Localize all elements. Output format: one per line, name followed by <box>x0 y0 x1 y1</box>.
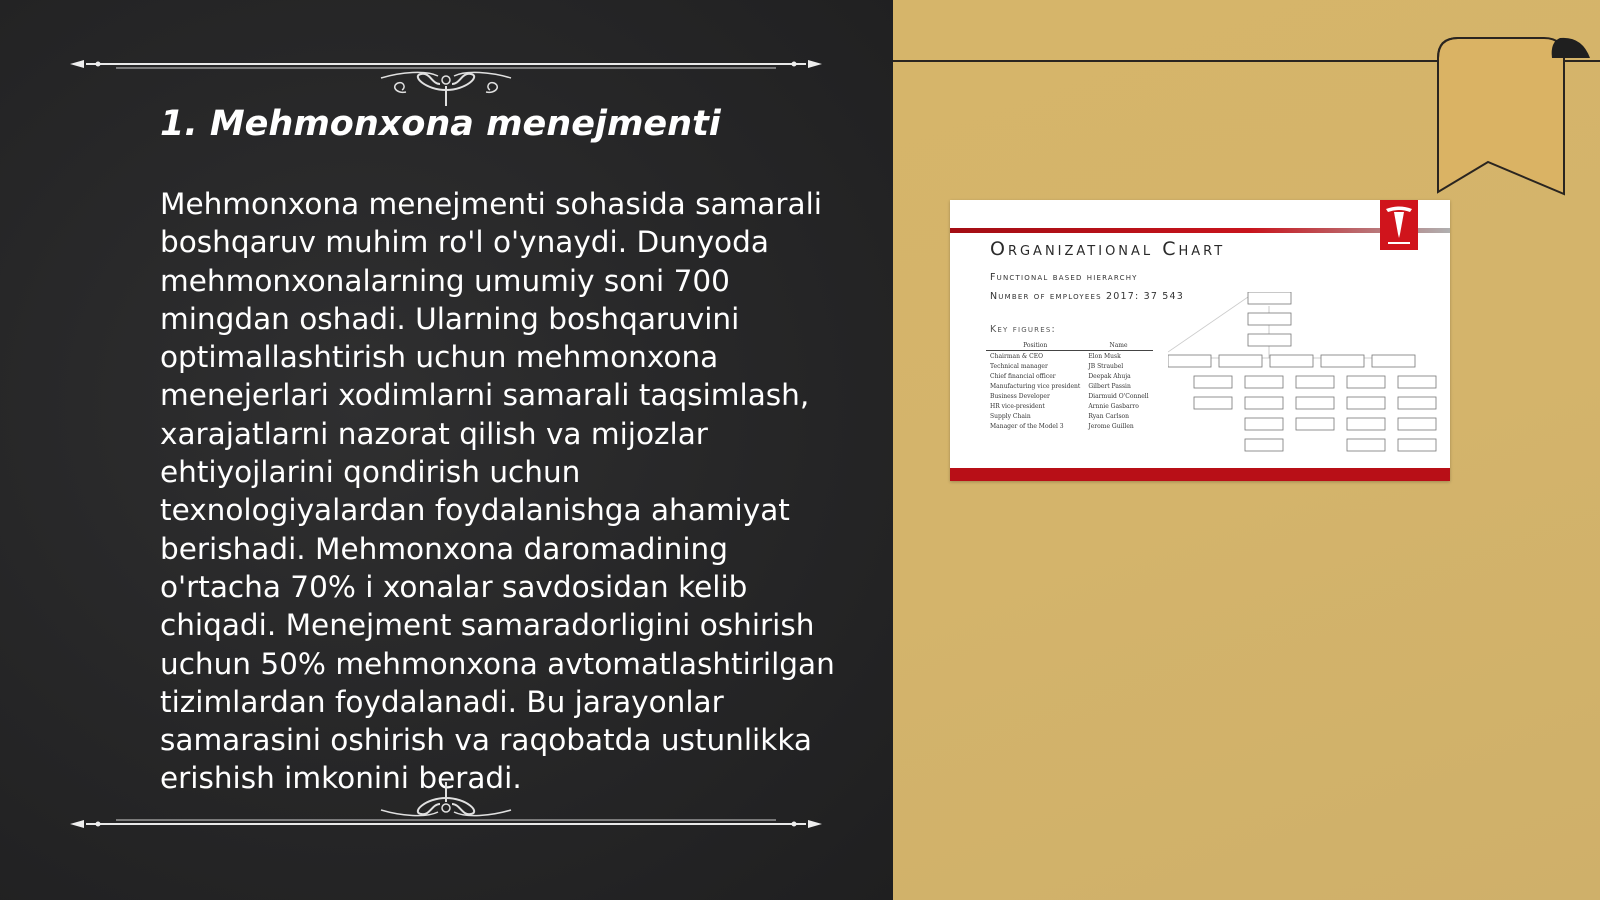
table-row <box>986 381 1153 391</box>
name-cell: Ryan Carlson <box>1088 412 1130 420</box>
position-cell: Manager of the Model 3 <box>990 422 1064 430</box>
table-row <box>986 351 1153 362</box>
name-cell: JB Straubel <box>1088 362 1124 370</box>
position-cell: Business Developer <box>990 392 1050 400</box>
org-chart-key-figures: Key figures: <box>990 324 1056 335</box>
org-chart-image <box>950 200 1450 481</box>
org-chart-employees: Number of employees 2017: 37 543 <box>990 291 1185 302</box>
org-chart-subtitle: Functional based hierarchy <box>990 272 1138 283</box>
name-cell: Diarmuid O'Connell <box>1088 392 1149 400</box>
position-cell: HR vice-president <box>990 402 1045 410</box>
table-row <box>986 391 1153 401</box>
table-header-row <box>986 342 1153 351</box>
hierarchy-tree-diagram <box>1168 292 1448 467</box>
chart-header-stripe <box>950 228 1450 233</box>
table-row <box>986 371 1153 381</box>
slide-title: 1. Mehmonxona menejmenti <box>160 104 721 144</box>
position-cell: Supply Chain <box>990 412 1031 420</box>
position-cell: Chairman & CEO <box>990 352 1043 360</box>
table-row <box>986 421 1153 431</box>
name-cell: Gilbert Passin <box>1088 382 1131 390</box>
table-row <box>986 361 1153 371</box>
key-figures-table <box>986 342 1153 431</box>
table-header-name: Name <box>1084 342 1152 351</box>
top-ornament <box>66 50 826 110</box>
name-cell: Jerome Guillen <box>1088 422 1134 430</box>
position-cell: Chief financial officer <box>990 372 1056 380</box>
tesla-logo-icon <box>1380 200 1418 250</box>
position-cell: Manufacturing vice president <box>990 382 1081 390</box>
name-cell: Elon Musk <box>1088 352 1121 360</box>
name-cell: Arnnie Gasbarro <box>1088 402 1139 410</box>
table-row <box>986 411 1153 421</box>
bookmark-icon <box>1432 34 1600 204</box>
slide-body-text: Mehmonxona menejmenti sohasida samarali boshqaruv muhim ro'l o'ynaydi. Dunyoda mehmonxonalarning umumiy soni 700 mingdan oshadi. Ularning boshqaruvini optimallashtirish uchun mehmonxona menejerlari xodimlarni samarali taqsimlash, xarajatlarni nazorat qilish va mijozlar ehtiyojlarini qondirish uchun texnologiyalardan foydalanishga ahamiyat berishadi. Mehmonxona daromadining o'rtacha 70% i xonalar savdosidan kelib chiqadi. Menejment samaradorligini oshirish uchun 50% mehmonxona avtomatlashtirilgan tizimlardan foydalanadi. Bu jarayonlar samarasini oshirish va raqobatda ustunlikka erishish imkonini beradi. <box>160 187 835 796</box>
bottom-ornament <box>66 778 826 838</box>
name-cell: Deepak Ahuja <box>1088 372 1131 380</box>
table-row <box>986 401 1153 411</box>
chart-footer-stripe <box>950 468 1450 481</box>
position-cell: Technical manager <box>990 362 1048 370</box>
org-chart-title: Organizational Chart <box>990 238 1226 260</box>
table-header-position: Position <box>986 342 1084 351</box>
